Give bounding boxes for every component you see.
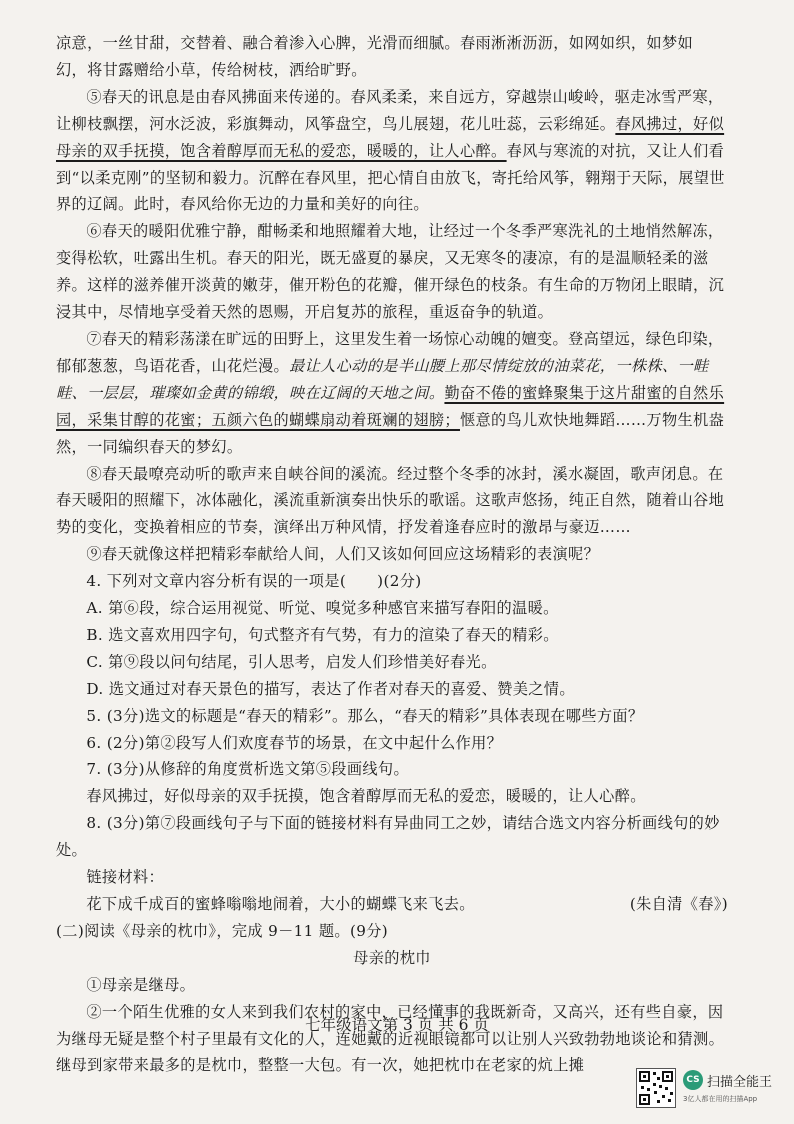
- section-2-heading: (二)阅读《母亲的枕巾》，完成 9－11 题。(9分): [56, 921, 389, 940]
- section-2-title: 母亲的枕巾: [353, 948, 431, 967]
- para-8: ⑧春天最嘹亮动听的歌声来自峡谷间的溪流。经过整个冬季的冰封，溪水凝固，歌声闭息。在春天暖阳的照耀下，冰体融化，溪流重新演奏出快乐的歌谣。这歌声悠扬，纯正自然，随着山谷地势的变化，变换着相应的节奏，演绎出万种风情，抒发着逢春应时的激昂与豪迈……: [56, 464, 725, 537]
- link-material-row: [56, 891, 728, 918]
- para-7-part1: ⑦春天的精彩荡漾在旷远的田野上，这里发生着一场惊心动魄的嬗变。登高望远，绿色印染，郁郁葱葱，鸟语花香，山花烂漫。: [56, 329, 724, 375]
- scanner-app-name: 扫描全能王: [707, 1074, 773, 1090]
- question-4-option-d: D. 选文通过对春天景色的描写，表达了作者对春天的喜爱、赞美之情。: [86, 679, 575, 698]
- para-5-part2: 春风与寒流的对抗，又让人们看到“以柔克刚”的坚韧和毅力。沉醉在春风里，把心情自由放飞，寄托给风筝，翱翔于天际，展望世界的辽阔。此时，春风给你无边的力量和美好的向往。: [56, 141, 725, 214]
- question-6: 6. (2分)第②段写人们欢度春节的场景，在文中起什么作用？: [86, 733, 503, 752]
- link-material-text: 花下成千成百的蜜蜂嗡嗡地闹着，大小的蝴蝶飞来飞去。: [86, 895, 475, 913]
- para-7-italic-sentence: 最让人心动的是半山腰上那尽情绽放的油菜花，一株株、一畦畦、一层层，璀璨如金黄的锦缎，映在辽阔的天地之间。: [56, 356, 709, 402]
- question-5: 5. (3分)选文的标题是“春天的精彩”。那么，“春天的精彩”具体表现在哪些方面？: [86, 706, 644, 725]
- para-4-tail-line2: 幻，将甘露赠给小草，传给树枝，洒给旷野。: [56, 60, 367, 79]
- section-2-para-2: ②一个陌生优雅的女人来到我们农村的家中，已经懂事的我既新奇，又高兴，还有些自豪，因为继母无疑是整个村子里最有文化的人，连她戴的近视眼镜都可以让别人兴致勃勃地谈论和猜测。继母到家带来最多的是枕巾，整整一大包。有一次，她把枕巾在老家的炕上摊: [56, 1002, 725, 1075]
- scanner-tagline: 3亿人都在用的扫描App: [683, 1095, 758, 1103]
- section-2-para-1: ①母亲是继母。: [86, 975, 196, 994]
- scanner-brand: [683, 1070, 772, 1090]
- para-5-underlined-sentence: 春风拂过，好似母亲的双手抚摸，饱含着醇厚而无私的爱恋，暖暖的，让人心醉。: [56, 114, 725, 160]
- qr-code-icon: [636, 1068, 676, 1108]
- question-4-stem: 4. 下列对文章内容分析有误的一项是( )(2分): [86, 572, 422, 591]
- page-footer: 七年级语文第 3 页 共 6 页: [305, 1016, 489, 1034]
- question-4-option-a: A. 第⑥段，综合运用视觉、听觉、嗅觉多种感官来描写春阳的温暖。: [86, 599, 559, 618]
- question-8-stem: 8. (3分)第⑦段画线句子与下面的链接材料有异曲同工之妙，请结合选文内容分析画线句的妙处。: [56, 814, 720, 860]
- para-5: [56, 84, 728, 219]
- question-7-stem: 7. (3分)从修辞的角度赏析选文第⑤段画线句。: [86, 760, 409, 779]
- link-material-label: 链接材料：: [86, 868, 165, 887]
- question-7-quote: 春风拂过，好似母亲的双手抚摸，饱含着醇厚而无私的爱恋，暖暖的，让人心醉。: [86, 787, 646, 806]
- camscanner-logo-icon: CS: [683, 1070, 703, 1090]
- question-4-option-b: B. 选文喜欢用四字句，句式整齐有气势，有力的渲染了春天的精彩。: [86, 625, 559, 644]
- para-7-underlined-sentence: 勤奋不倦的蜜蜂聚集于这片甜蜜的自然乐园，采集甘醇的花蜜；五颜六色的蝴蝶扇动着斑斓的翅膀；: [56, 383, 725, 429]
- question-4-option-c: C. 第⑨段以问句结尾，引人思考，启发人们珍惜美好春光。: [86, 652, 497, 671]
- passage-block: [56, 30, 728, 1079]
- para-7: [56, 326, 728, 461]
- para-4-tail-line1: 凉意，一丝甘甜，交替着、融合着渗入心脾，光滑而细腻。春雨淅淅沥沥，如网如织，如梦如: [56, 34, 694, 52]
- para-9: ⑨春天就像这样把精彩奉献给人间，人们又该如何回应这场精彩的表演呢？: [86, 545, 600, 564]
- para-7-part2: 惬意的鸟儿欢快地舞蹈……万物生机盎然，一同编织春天的梦幻。: [56, 410, 725, 456]
- para-5-part1: ⑤春天的讯息是由春风拂面来传递的。春风柔柔，来自远方，穿越崇山峻岭，驱走冰雪严寒，让柳枝飘摆，河水泛波，彩旗舞动，风筝盘空，鸟儿展翅，花儿吐蕊，云彩绵延。: [56, 87, 724, 133]
- para-6: ⑥春天的暖阳优雅宁静，酣畅柔和地照耀着大地，让经过一个冬季严寒洗礼的土地悄然解冻，变得松软，吐露出生机。春天的阳光，既无盛夏的暴戾，又无寒冬的凄凉，有的是温顺轻柔的滋养。这样的滋养催开淡黄的嫩芽，催开粉色的花瓣，催开绿色的枝条。有生命的万物闭上眼睛，沉浸其中，尽情地享受着天然的恩赐，开启复苏的旅程，重返奋争的轨道。: [56, 222, 725, 322]
- link-material-source: (朱自清《春》): [629, 895, 728, 913]
